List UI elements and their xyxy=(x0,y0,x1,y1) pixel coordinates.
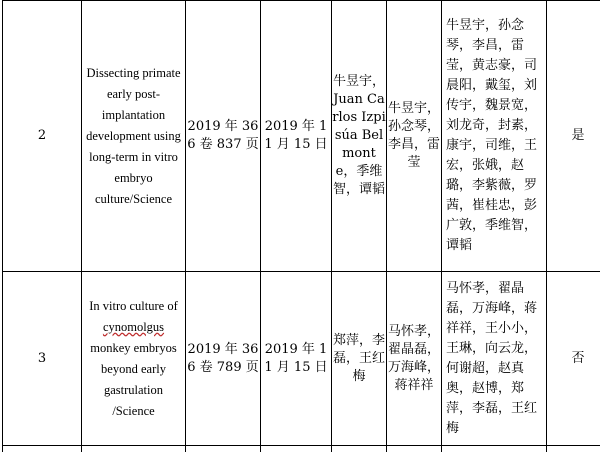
achievement-table xyxy=(2,0,600,452)
citation: 2019 年 366 卷 789 页 xyxy=(186,272,261,446)
corresponding-authors: 郑萍，李磊，王红梅 xyxy=(332,272,387,446)
row-index: 2 xyxy=(3,1,82,272)
table-row xyxy=(3,272,600,446)
citation: 2019 年 366 卷 837 页 xyxy=(186,1,261,272)
table-row xyxy=(3,1,600,272)
flag: 否 xyxy=(547,272,600,446)
publication-date: 2019 年 11 月 15 日 xyxy=(261,272,332,446)
title-underlined-word: cynomolgus xyxy=(103,320,164,334)
flag: 是 xyxy=(547,1,600,272)
first-authors: 马怀孝，翟晶磊，万海峰，蒋祥祥 xyxy=(387,272,442,446)
corresponding-authors: 牛昱宇，Juan Carlos Izpisúa Belmonte，季维智，谭韬 xyxy=(332,1,387,272)
row-index: 3 xyxy=(3,272,82,446)
publication-date: 2019 年 11 月 15 日 xyxy=(261,1,332,272)
all-authors: 牛昱宇，孙念琴，李昌，雷莹，黄志豪，司晨阳，戴玺，刘传宇，魏景宽，刘龙奇，封素，康宇，司维，王宏，张娥，赵璐，李紫薇，罗茜，崔桂忠，彭广敦，季维智，谭韬 xyxy=(442,1,547,272)
paper-title xyxy=(82,272,186,446)
title-prefix: In vitro culture of xyxy=(89,299,178,313)
all-authors: 马怀孝，翟晶磊，万海峰，蒋祥祥，王小小，王琳，向云龙，何谢超，赵真奥，赵博，郑萍，李磊，王红梅 xyxy=(442,272,547,446)
title-suffix: monkey embryos beyond early gastrulation /Science xyxy=(90,341,176,418)
first-authors: 牛昱宇，孙念琴，李昌，雷莹 xyxy=(387,1,442,272)
paper-title: Dissecting primate early post-implantation development using long-term in vitro embryo culture/Science xyxy=(82,1,186,272)
